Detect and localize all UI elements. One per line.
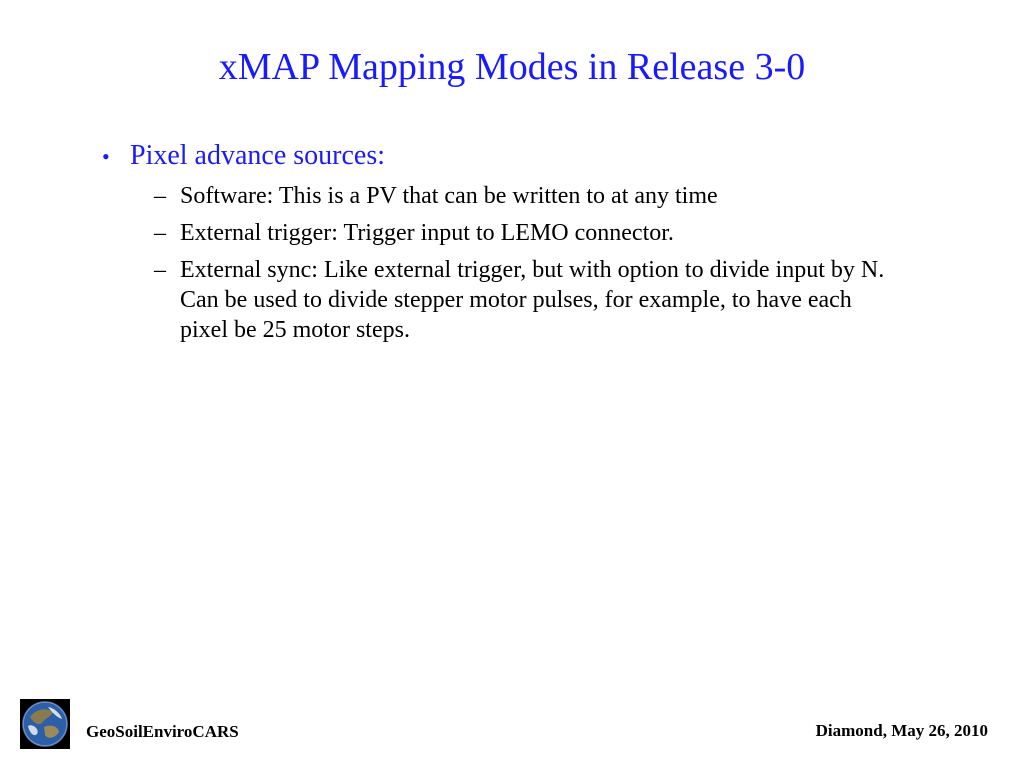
sub-bullet-item xyxy=(154,218,922,248)
footer-date: Diamond, May 26, 2010 xyxy=(815,721,988,740)
bullet-text: Pixel advance sources: xyxy=(130,140,386,171)
sub-bullet-text: Software: This is a PV that can be written to at any time xyxy=(180,183,718,209)
footer-organization: GeoSoilEnviroCARS xyxy=(86,722,239,741)
slide-content xyxy=(102,138,922,352)
sub-bullet-text: External trigger: Trigger input to LEMO connector. xyxy=(180,220,674,246)
slide-title: xMAP Mapping Modes in Release 3-0 xyxy=(218,46,806,88)
earth-globe-icon xyxy=(20,699,70,749)
sub-bullet-item xyxy=(154,181,922,211)
bullet-item xyxy=(102,138,922,175)
dash-marker: – xyxy=(154,257,166,283)
bullet-marker: • xyxy=(102,144,110,169)
sub-bullet-text: External sync: Like external trigger, but with option to divide input by N. Can be used to divide stepper motor pulses, for example, to have each pixel be 25 motor steps. xyxy=(180,257,885,343)
sub-bullet-list xyxy=(154,181,922,345)
sub-bullet-item xyxy=(154,255,922,345)
dash-marker: – xyxy=(154,220,166,246)
dash-marker: – xyxy=(154,183,166,209)
